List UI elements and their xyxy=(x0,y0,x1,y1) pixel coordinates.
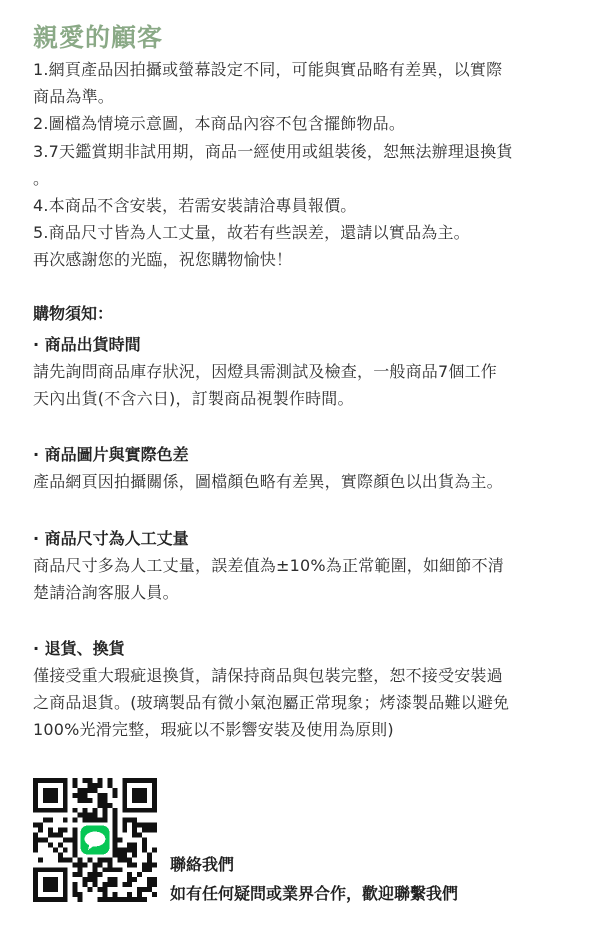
section-color-difference xyxy=(33,441,573,495)
section-line: 楚請洽詢客服人員。 xyxy=(33,582,179,602)
section-title: · 商品尺寸為人工丈量 xyxy=(33,528,189,548)
shopping-heading: 購物須知： xyxy=(33,304,114,323)
section-shipping-time xyxy=(33,331,573,412)
notice-line: 3.7天鑑賞期非試用期，商品一經使用或組裝後，恕無法辦理退換貨 xyxy=(33,141,513,161)
line-logo-icon xyxy=(78,823,113,858)
section-title: · 商品圖片與實際色差 xyxy=(33,445,189,465)
section-line: 之商品退貨。(玻璃製品有微小氣泡屬正常現象；烤漆製品難以避免 xyxy=(33,693,510,713)
line-qr-code-icon[interactable] xyxy=(33,778,157,902)
section-line: 僅接受重大瑕疵退換貨，請保持商品與包裝完整，恕不接受安裝過 xyxy=(33,666,503,686)
page-title: 親愛的顧客 xyxy=(33,23,164,52)
section-return-exchange xyxy=(33,635,573,744)
notice-line: 2.圖檔為情境示意圖，本商品內容不包含擺飾物品。 xyxy=(33,114,406,134)
section-line: 產品網頁因拍攝關係，圖檔顏色略有差異，實際顏色以出貨為主。 xyxy=(33,472,503,492)
section-title: · 商品出貨時間 xyxy=(33,335,141,354)
section-line: 100%光滑完整，瑕疵以不影響安裝及使用為原則) xyxy=(33,720,394,740)
notice-line: 商品為準。 xyxy=(33,87,115,107)
contact-section xyxy=(33,778,573,903)
section-title: · 退貨、換貨 xyxy=(33,639,125,659)
contact-subtitle: 如有任何疑問或業界合作，歡迎聯繫我們 xyxy=(170,884,459,903)
notice-line: 。 xyxy=(33,168,50,188)
notice-list xyxy=(33,56,573,274)
section-line: 天內出貨(不含六日)，訂製商品視製作時間。 xyxy=(33,389,354,409)
section-line: 商品尺寸多為人工丈量，誤差值為±10%為正常範圍，如細節不清 xyxy=(33,555,504,575)
notice-line: 再次感謝您的光臨，祝您購物愉快！ xyxy=(33,250,293,270)
section-line: 請先詢問商品庫存狀況，因燈具需測試及檢查，一般商品7個工作 xyxy=(33,362,497,381)
notice-line: 1.網頁產品因拍攝或螢幕設定不同，可能與實品略有差異，以實際 xyxy=(33,60,503,79)
shopping-info xyxy=(33,300,573,744)
contact-title: 聯絡我們 xyxy=(170,855,235,874)
notice-line: 5.商品尺寸皆為人工丈量，故若有些誤差，還請以實品為主。 xyxy=(33,223,470,243)
notice-line: 4.本商品不含安裝，若需安裝請洽專員報價。 xyxy=(33,196,357,216)
section-size-measure xyxy=(33,525,573,606)
contact-text xyxy=(170,850,458,908)
